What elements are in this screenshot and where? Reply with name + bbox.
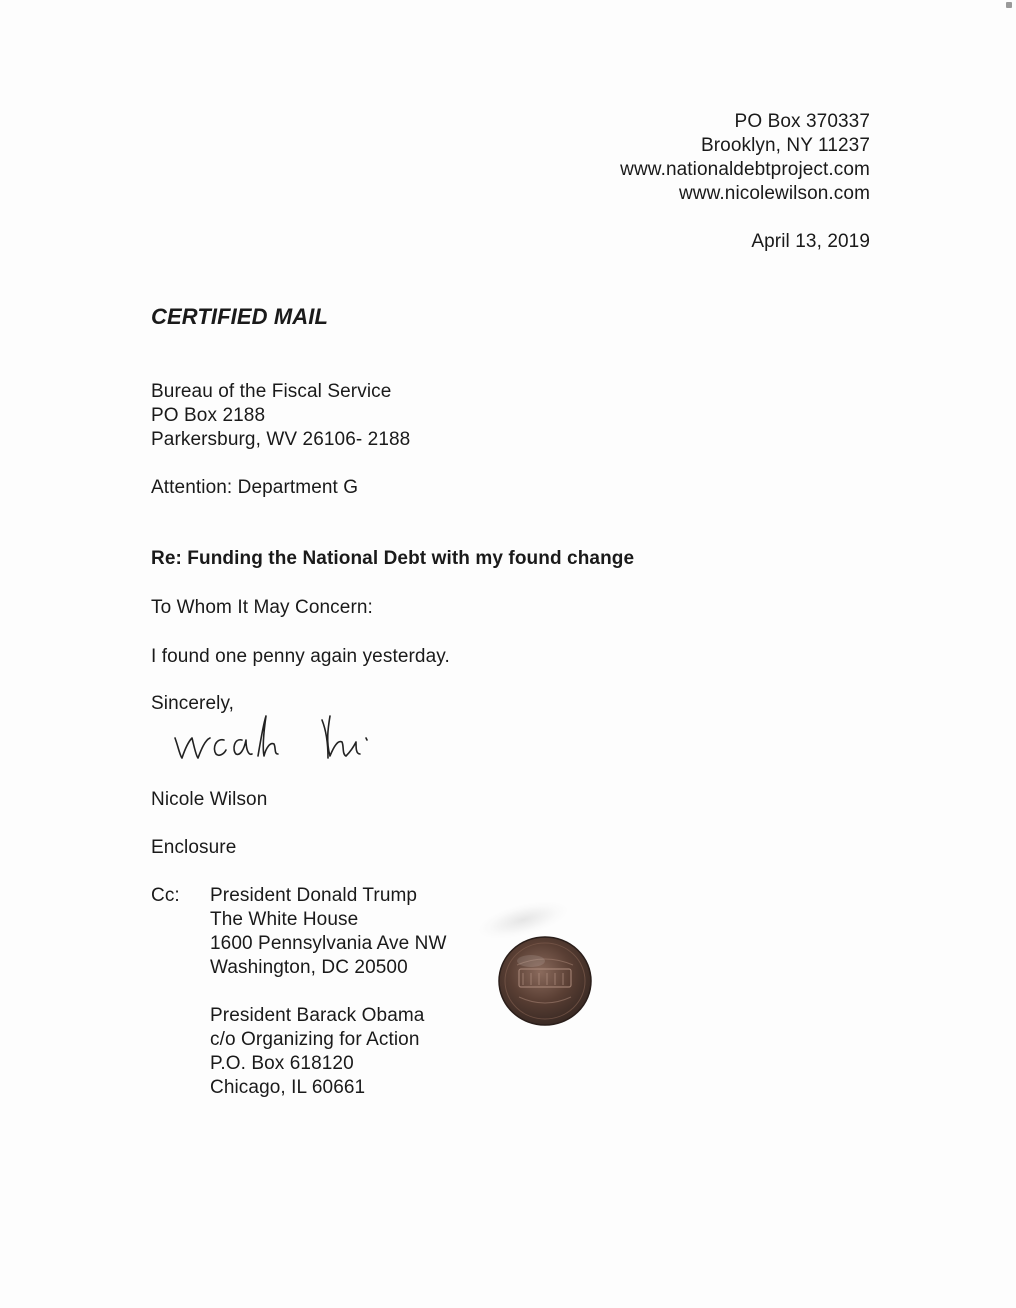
cc-recipient1-line4: Washington, DC 20500 — [210, 957, 408, 978]
letter-body: I found one penny again yesterday. — [151, 646, 450, 667]
scan-mark — [1006, 2, 1012, 8]
subject-line: Re: Funding the National Debt with my found change — [151, 548, 635, 569]
letter-date: April 13, 2019 — [751, 231, 870, 252]
cc-recipient2-line4: Chicago, IL 60661 — [210, 1077, 366, 1098]
sender-address-line1: PO Box 370337 — [734, 111, 870, 132]
enclosure-note: Enclosure — [151, 837, 237, 858]
signer-name: Nicole Wilson — [151, 789, 268, 810]
cc-recipient1-name: President Donald Trump — [210, 885, 418, 906]
cc-recipient1-line3: 1600 Pennsylvania Ave NW — [210, 933, 447, 954]
penny-coin-image — [497, 935, 593, 1027]
recipient-name: Bureau of the Fiscal Service — [151, 381, 392, 402]
cc-recipient2-line2: c/o Organizing for Action — [210, 1029, 420, 1050]
handwritten-signature — [170, 708, 370, 770]
recipient-address-line2: Parkersburg, WV 26106- 2188 — [151, 429, 411, 450]
cc-recipient2-line3: P.O. Box 618120 — [210, 1053, 354, 1074]
sender-address-line2: Brooklyn, NY 11237 — [700, 135, 870, 156]
cc-recipient1-line2: The White House — [210, 909, 359, 930]
closing: Sincerely, — [151, 693, 235, 714]
certified-mail-heading: CERTIFIED MAIL — [151, 304, 328, 329]
cc-recipient2-name: President Barack Obama — [210, 1005, 425, 1026]
salutation: To Whom It May Concern: — [151, 597, 373, 618]
sender-website-2: www.nicolewilson.com — [678, 183, 870, 204]
attention-line: Attention: Department G — [151, 477, 359, 498]
recipient-address-line1: PO Box 2188 — [151, 405, 266, 426]
cc-label: Cc: — [151, 885, 180, 906]
sender-website-1: www.nationaldebtproject.com — [620, 159, 870, 180]
